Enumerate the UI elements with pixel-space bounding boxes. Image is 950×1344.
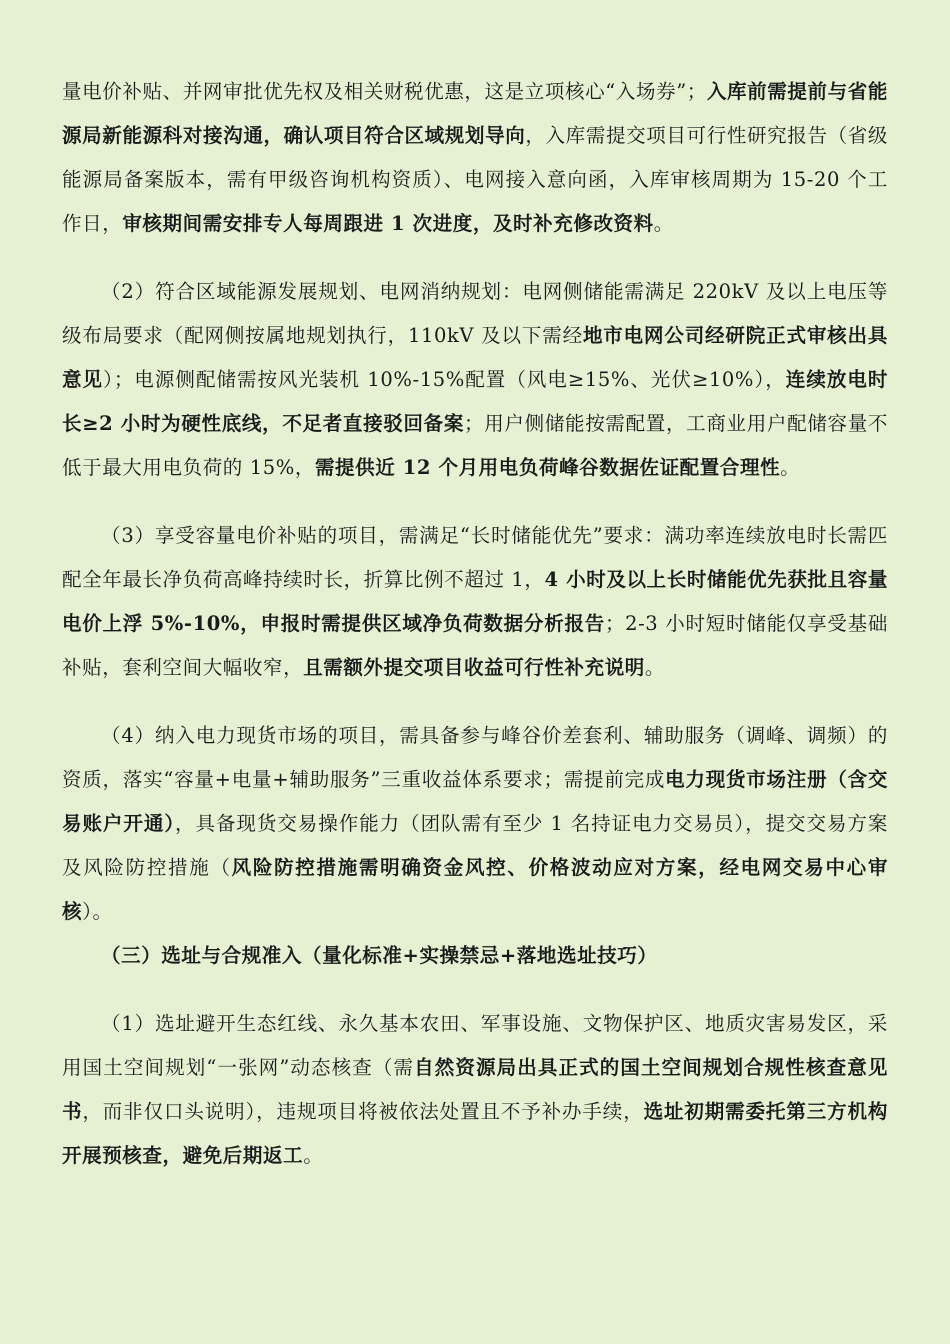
- paragraph-planning-requirements: [62, 270, 888, 490]
- emphasized-text: 连续放电时长≥2 小时为硬性底线，不足者直接驳回备案: [62, 368, 888, 435]
- body-text: （4）纳入电力现货市场的项目，需具备参与峰谷价差套利、辅助服务（调峰、调频）的资质，落实“容量+电量+辅助服务”三重收益体系要求；需提前完成: [62, 724, 888, 791]
- body-text: ）；电源侧配储需按风光装机 10%-15%配置（风电≥15%、光伏≥10%），: [103, 368, 786, 391]
- body-text: ，入库需提交项目可行性研究报告（省级能源局备案版本，需有甲级咨询机构资质）、电网接入意向函，入库审核周期为 15-20 个工作日，: [62, 124, 888, 235]
- body-text: ，而非仅口头说明），违规项目将被依法处置且不予补办手续，: [82, 1100, 644, 1123]
- body-text: 。: [303, 1144, 324, 1167]
- emphasized-text: 地市电网公司经研院正式审核出具意见: [62, 324, 888, 391]
- body-text: 量电价补贴、并网审批优先权及相关财税优惠，这是立项核心“入场券”；: [62, 80, 707, 103]
- paragraph-capacity-subsidy-continued: [62, 70, 888, 246]
- paragraph-site-selection: [62, 1002, 888, 1178]
- body-text: ）。: [82, 900, 113, 923]
- paragraph-long-duration-storage: [62, 514, 888, 690]
- body-text: ，具备现货交易操作能力（团队需有至少 1 名持证电力交易员），提交交易方案及风险防控措施（: [62, 812, 888, 879]
- emphasized-text: 风险防控措施需明确资金风控、价格波动应对方案，经电网交易中心审核: [62, 856, 888, 923]
- emphasized-text: 审核期间需安排专人每周跟进 1 次进度，及时补充修改资料: [122, 212, 654, 235]
- emphasized-text: 电力现货市场注册（含交易账户开通）: [62, 768, 888, 835]
- section-heading: （三）选址与合规准入（量化标准+实操禁忌+落地选址技巧）: [101, 944, 658, 967]
- body-text: （3）享受容量电价补贴的项目，需满足“长时储能优先”要求：满功率连续放电时长需匹配全年最长净负荷高峰持续时长，折算比例不超过 1，: [62, 524, 888, 591]
- emphasized-text: 4 小时及以上长时储能优先获批且容量电价上浮 5%-10%，申报时需提供区域净负荷数据分析报告: [62, 568, 888, 635]
- paragraph-spot-market: [62, 714, 888, 934]
- body-text: ；用户侧储能按需配置，工商业用户配储容量不低于最大用电负荷的 15%，: [62, 412, 888, 479]
- emphasized-text: 选址初期需委托第三方机构开展预核查，避免后期返工: [62, 1100, 888, 1167]
- emphasized-text: 自然资源局出具正式的国土空间规划合规性核查意见书: [62, 1056, 888, 1123]
- emphasized-text: 入库前需提前与省能源局新能源科对接沟通，确认项目符合区域规划导向: [62, 80, 888, 147]
- body-text: （2）符合区域能源发展规划、电网消纳规划：电网侧储能需满足 220kV 及以上电压等级布局要求（配网侧按属地规划执行，110kV 及以下需经: [62, 280, 888, 347]
- body-text: 。: [780, 456, 801, 479]
- emphasized-text: 需提供近 12 个月用电负荷峰谷数据佐证配置合理性: [314, 456, 781, 479]
- body-text: 。: [644, 656, 666, 679]
- body-text: 。: [653, 212, 674, 235]
- emphasized-text: 且需额外提交项目收益可行性补充说明: [303, 656, 645, 679]
- body-text: ；2-3 小时短时储能仅享受基础补贴，套利空间大幅收窄，: [62, 612, 889, 679]
- body-text: （1）选址避开生态红线、永久基本农田、军事设施、文物保护区、地质灾害易发区，采用国土空间规划“一张网”动态核查（需: [62, 1012, 888, 1079]
